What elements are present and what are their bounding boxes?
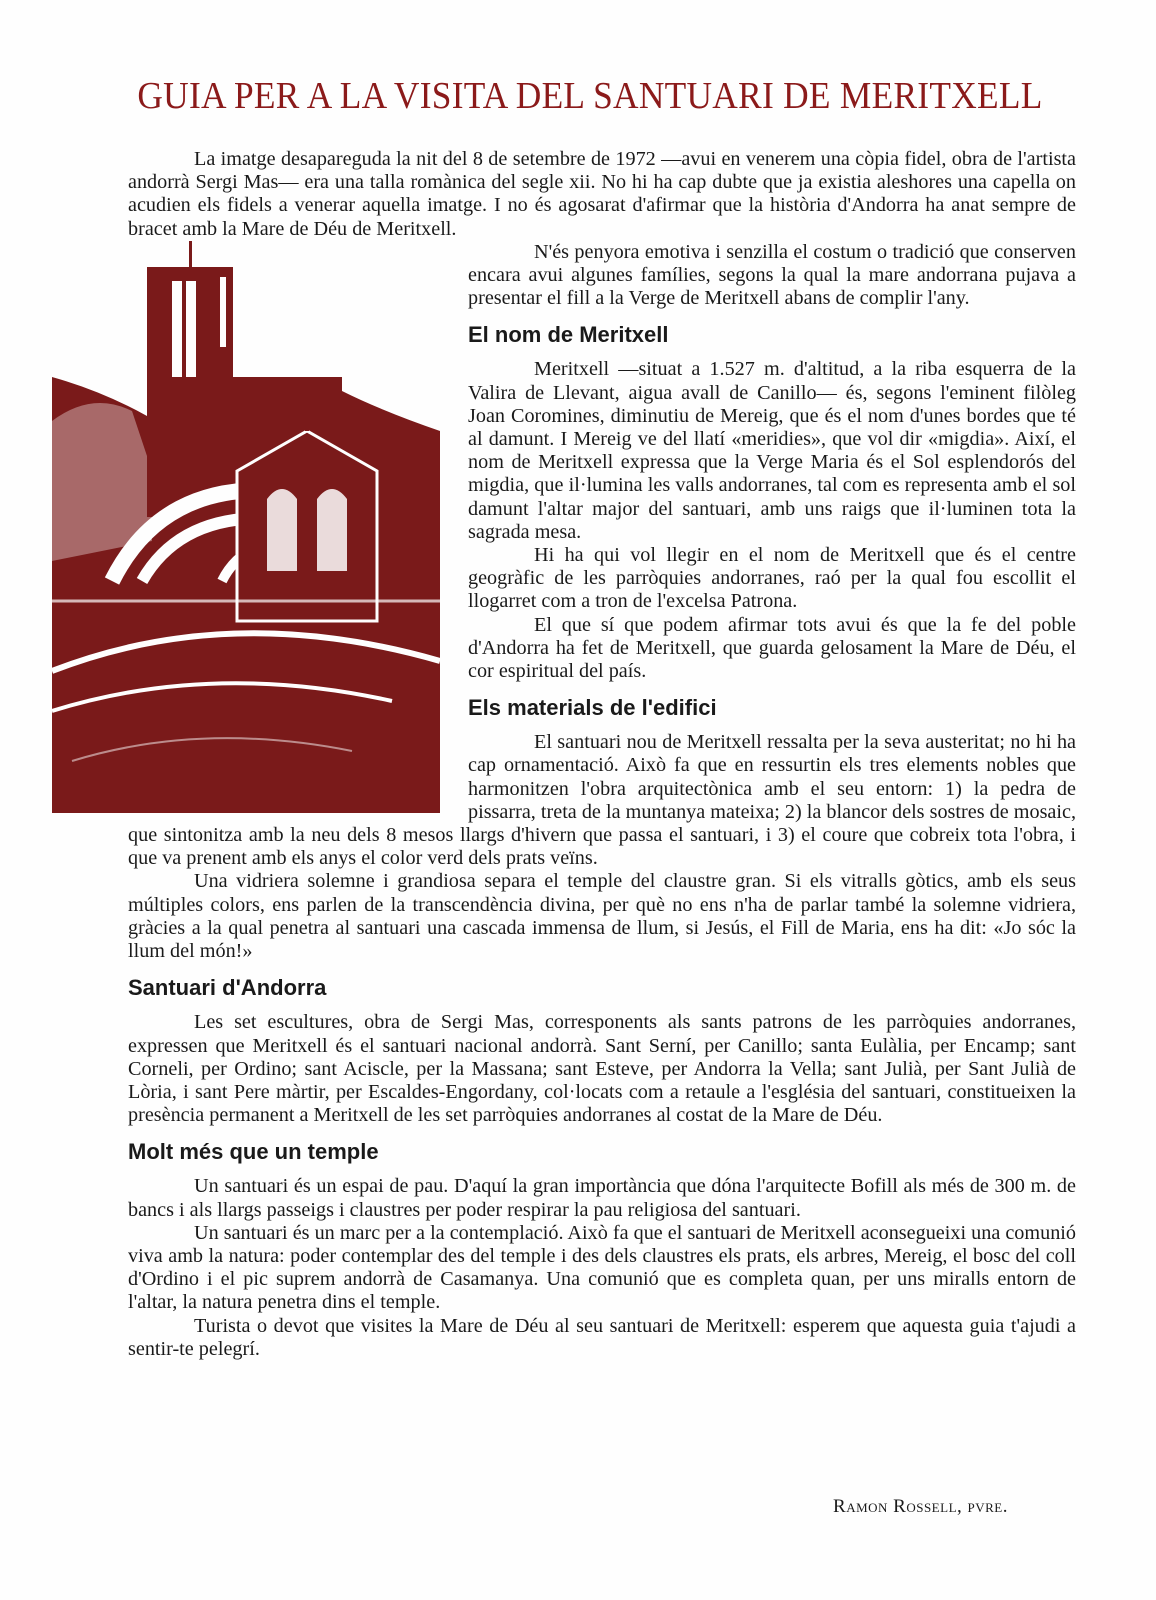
section-materials-paragraph-2: Una vidriera solemne i grandiosa separa el temple del claustre gran. Si els vitralls gòtics, amb els seus múltiples colors, ens parlen de la transcendència divina, per què no ens n'ha de parlar també la solemne vidriera, gràcies a la qual penetra al santuari una cascada immensa de llum, si Jesús, el Fill de Maria, ens ha dit: «Jo sóc la llum del món!» xyxy=(128,870,1076,963)
section-nom-paragraph-3: El que sí que podem afirmar tots avui és que la fe del poble d'Andorra ha fet de Meritxell, que guarda gelosament la Mare de Déu, el cor espiritual del país. xyxy=(468,613,1076,683)
author-signature: Ramon Rossell, pvre. xyxy=(833,1496,1008,1517)
section-temple-paragraph-1: Un santuari és un espai de pau. D'aquí la gran importància que dóna l'arquitecte Bofill als més de 300 m. de bancs i als llargs passeigs i claustres per poder respirar la pau religiosa del santuari. xyxy=(128,1175,1076,1221)
section-heading-temple: Molt més que un temple xyxy=(128,1139,379,1165)
section-santuari-paragraph-1: Les set escultures, obra de Sergi Mas, corresponents als sants patrons de les parròquies andorranes, expressen que Meritxell és el santuari nacional andorrà. Sant Serní, per Canillo; santa Eulàlia, per Encamp; sant Corneli, per Ordino; sant Aciscle, per la Massana; sant Esteve, per Andorra la Vella; sant Julià, per Sant Julià de Lòria, i sant Pere màrtir, per Escaldes-Engordany, col·locats com a retaule a l'església del santuari, constitueixen la presència permanent a Meritxell de les set parròquies andorranes al costat de la Mare de Déu. xyxy=(128,1011,1076,1127)
page-title: GUIA PER A LA VISITA DEL SANTUARI DE MERITXELL xyxy=(137,75,1043,117)
section-heading-materials: Els materials de l'edifici xyxy=(468,695,717,721)
sanctuary-illustration xyxy=(52,241,440,813)
chapel-arch-left xyxy=(267,489,297,571)
section-materials-paragraph-1: El santuari nou de Meritxell ressalta per la seva austeritat; no hi ha cap ornamentació. Això fa que en ressurtin els tres elements nobles que harmonitzen l'obra arquitectònica amb el seu entorn: 1) la pedra de pissarra, treta de la muntanya mateixa; 2) la blancor dels sostres de mosaic, que sintonitza amb la neu dels 8 mesos llargs d'hivern que passa el santuari, i 3) el coure que cobreix tota l'obra, i que va prenent amb els anys el color verd dels prats veïns. xyxy=(128,731,1076,870)
chapel-arch-right xyxy=(317,489,347,571)
section-heading-santuari: Santuari d'Andorra xyxy=(128,975,327,1001)
cross-vertical xyxy=(305,381,309,431)
tower-antenna xyxy=(189,241,192,269)
intro-paragraph-2: N'és penyora emotiva i senzilla el costum o tradició que conserven encara avui algunes famílies, segons la qual la mare andorrana pujava a presentar el fill a la Verge de Meritxell abans de complir l'any. xyxy=(468,240,1076,310)
section-heading-nom: El nom de Meritxell xyxy=(468,322,669,348)
tower-window-1 xyxy=(172,281,182,377)
article-body xyxy=(128,148,1076,1361)
section-nom-paragraph-2: Hi ha qui vol llegir en el nom de Meritxell que és el centre geogràfic de les parròquies andorranes, raó per la qual fou escollit el llogarret com a tron de l'excelsa Patrona. xyxy=(468,544,1076,613)
right-sky xyxy=(232,241,440,377)
sanctuary-linocut-icon xyxy=(52,241,440,813)
section-temple-paragraph-2: Un santuari és un marc per a la contemplació. Això fa que el santuari de Meritxell aconsegueixi una comunió viva amb la natura: poder contemplar des del temple i des dels claustres els prats, els arbres, Mereig, el bosc del coll d'Ordino i el pic suprem andorrà de Casamanya. Una comunió que es completa quan, per uns miralls entorn de l'altar, la natura penetra dins el temple. xyxy=(128,1221,1076,1314)
section-temple-paragraph-3: Turista o devot que visites la Mare de Déu al seu santuari de Meritxell: esperem que aquesta guia t'ajudi a sentir-te pelegrí. xyxy=(128,1314,1076,1360)
cross-horizontal xyxy=(293,395,321,399)
section-nom-paragraph-1: Meritxell —situat a 1.527 m. d'altitud, a la riba esquerra de la Valira de Llevant, aigua avall de Canillo— és, segons l'eminent filòleg Joan Coromines, diminutiu de Mereig, que és el nom d'unes bordes que té al damunt. I Mereig ve del llatí «meridies», que vol dir «migdia». Així, el nom de Meritxell expressa que la Verge Maria és el Sol esplendorós del migdia, que il·lumina les valls andorranes, tal com es representa amb el sol damunt l'altar major del santuari, amb uns raigs que il·luminen tota la sagrada mesa. xyxy=(468,358,1076,543)
intro-paragraph-1: La imatge desapareguda la nit del 8 de setembre de 1972 —avui en venerem una còpia fidel, obra de l'artista andorrà Sergi Mas— era una talla romànica del segle xii. No hi ha cap dubte que ja existia aleshores una capella on acudien els fidels a venerar aquella imatge. I no és agosarat d'afirmar que la història d'Andorra ha anat sempre de bracet amb la Mare de Déu de Meritxell. xyxy=(128,148,1076,240)
tower-window-2 xyxy=(186,281,196,377)
chapel xyxy=(237,431,377,621)
tower-window-3 xyxy=(220,277,226,347)
